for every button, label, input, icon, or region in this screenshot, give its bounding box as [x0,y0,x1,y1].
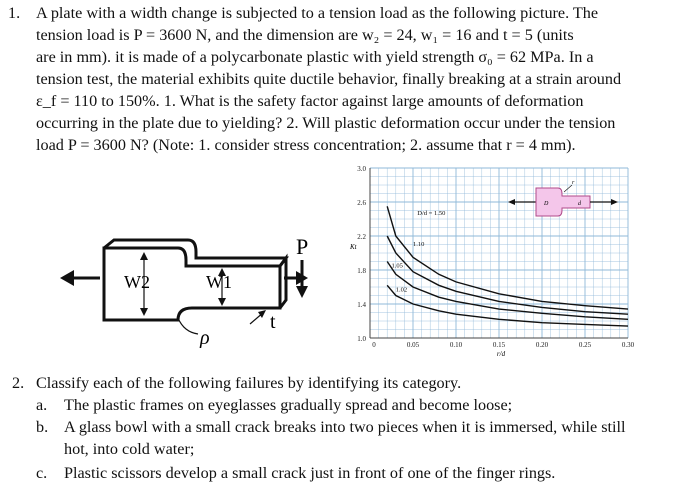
question-1-number: 1. [8,4,21,22]
x-tick-label: 0.25 [578,341,592,349]
q2-item-b-text-cont: hot, into cold water; [64,440,195,458]
q1-line: A plate with a width change is subjected to a tension load as the following picture. The [36,4,599,22]
arrow-head-left-icon [60,270,74,286]
series-label: 1.02 [395,286,408,294]
x-tick-label: 0.10 [449,341,463,349]
q2-item-c-label: c. [36,464,48,482]
q2-item-b-text: A glass bowl with a small crack breaks into two pieces when it is immersed, while still [64,418,626,436]
question-2-text: Classify each of the following failures by identifying its category. [36,374,462,392]
y-tick-label: 2.6 [357,199,366,207]
question-2-number: 2. [12,374,25,392]
inset-label-D: D [544,201,549,207]
label-p: P [296,234,309,259]
inset-label-d: d [578,201,581,207]
q2-item-a-text: The plastic frames on eyeglasses gradually spread and become loose; [64,396,513,414]
inset-arrow-left-icon [508,199,515,205]
y-tick-label: 1.0 [357,335,366,343]
q1-line: ε_f = 110 to 150%. 1. What is the safety factor against large amounts of deformation [36,92,584,110]
right-tension-arrow [284,268,310,288]
series-label: 1.05 [391,262,403,270]
plate-figure [60,228,300,348]
q2-item-b-label: b. [36,418,49,436]
q1-line: tension load is P = 3600 N, and the dimension are w₂ = 24, w₁ = 16 and t = 5 (units [36,26,574,44]
y-tick-label: 2.2 [357,233,366,241]
rho-leader-line [178,318,198,334]
x-tick-label: 0.05 [406,341,420,349]
x-tick-label: 0.30 [621,341,635,349]
label-t: t [270,311,276,333]
label-w2: W2 [124,272,150,292]
y-tick-label: 1.4 [357,301,366,309]
q2-item-a-label: a. [36,396,48,414]
label-w1: W1 [206,272,232,292]
q1-line: are in mm). it is made of a polycarbonate plastic with yield strength σ₀ = 62 MPa. In a [36,48,594,66]
q1-line: occurring in the plate due to yielding? 2. Will plastic deformation occur under the tension [36,114,616,132]
stress-concentration-chart [338,160,638,360]
x-tick-label: 0.20 [535,341,549,349]
y-tick-label: 1.8 [357,267,366,275]
q1-line: tension test, the material exhibits quite ductile behavior, finally breaking at a strain around [36,70,622,88]
inset-label-r: r [572,180,575,186]
x-tick-label: 0.15 [492,341,506,349]
label-rho: ρ [200,327,210,348]
x-tick-label: 0 [372,341,376,349]
series-label: D/d = 1.50 [417,209,446,217]
q2-item-c-text: Plastic scissors develop a small crack just in front of one of the finger rings. [64,464,556,482]
y-tick-label: 3.0 [357,165,366,173]
p-load-indicator [292,232,322,302]
x-axis-label: r/d [496,350,506,358]
y-axis-label: Kt [350,242,357,251]
arrow-head-right-icon [296,271,308,285]
inset-arrow-right-icon [611,199,618,205]
series-label: 1.10 [413,241,425,249]
q1-line: load P = 3600 N? (Note: 1. consider stress concentration; 2. assume that r = 4 mm). [36,136,576,154]
